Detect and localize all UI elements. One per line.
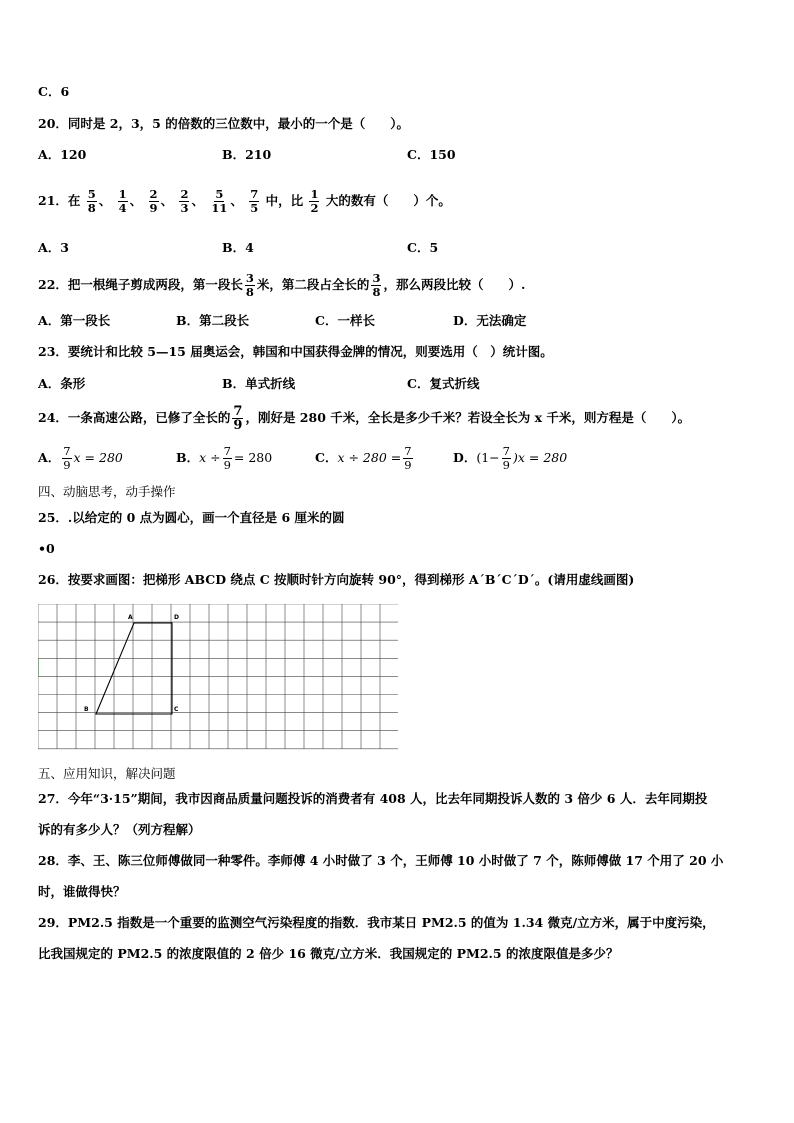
- q20-option-b: B．210: [222, 147, 272, 162]
- q28-line-2: 时，谁做得快？: [38, 884, 126, 899]
- q24-option-d: D．(1− $\frac{7}{9}$ )x = 280: [453, 444, 568, 472]
- q20-option-c: C．150: [407, 147, 456, 162]
- q21-fraction-3: $\frac{2}{9}$: [149, 187, 158, 215]
- q26-stem: 26．按要求画图：把梯形 ABCD 绕点 C 按顺时针方向旋转 90°，得到梯形 A´B´C´D´。(请用虚线画图): [38, 572, 635, 587]
- q22-option-c: C．一样长: [315, 313, 375, 328]
- q24-fraction: $\frac{7}{9}$: [233, 404, 243, 433]
- q24-part2: ，刚好是 280 千米，全长是多少千米？若设全长为 x 千米，则方程是（ ）。: [245, 410, 691, 425]
- q22-option-b: B．第二段长: [176, 313, 250, 328]
- q26-grid-figure: [38, 604, 398, 750]
- q20-stem: 20．同时是 2，3，5 的倍数的三位数中，最小的一个是（ ）。: [38, 116, 409, 131]
- q24-option-b: B．x ÷ $\frac{7}{9}$ = 280: [176, 444, 273, 472]
- vertex-label-d: D: [174, 614, 179, 621]
- q21-option-c: C．5: [407, 240, 439, 255]
- section-5-heading: 五、应用知识，解决问题: [38, 766, 176, 781]
- q21-prefix: 21．在: [38, 193, 81, 208]
- q21-option-a: A．3: [38, 240, 69, 255]
- q23-option-b: B．单式折线: [222, 376, 296, 391]
- q22-part1: 22．把一根绳子剪成两段，第一段长: [38, 277, 243, 292]
- q23-option-c: C．复式折线: [407, 376, 480, 391]
- vertex-label-b: B: [84, 706, 89, 713]
- q22-option-d: D．无法确定: [453, 313, 527, 328]
- vertex-label-c: C: [174, 706, 179, 713]
- vertex-label-a: A: [128, 614, 133, 621]
- q21-fraction-5: $\frac{5}{11}$: [211, 187, 228, 215]
- q27-line-2: 诉的有多少人？（列方程解）: [38, 822, 201, 837]
- q22-option-a: A．第一段长: [38, 313, 111, 328]
- q21-suffix: 大的数有（ ）个。: [325, 193, 451, 208]
- q21-option-b: B．4: [222, 240, 254, 255]
- q24-option-c: C．x ÷ 280 = $\frac{7}{9}$: [315, 444, 412, 472]
- q19-option-c: C．6: [38, 84, 70, 99]
- q20-option-a: A．120: [38, 147, 87, 162]
- trapezoid-abcd: [96, 623, 172, 714]
- q22-part3: ，那么两段比较（ ）.: [383, 277, 526, 292]
- q22-stem: [38, 270, 525, 300]
- q21-fraction-1: $\frac{5}{8}$: [87, 187, 96, 215]
- q29-line-2: 比我国规定的 PM2.5 的浓度限值的 2 倍少 16 微克/立方米．我国规定的 PM2.5 的浓度限值是多少？: [38, 946, 619, 961]
- q22-fraction-1: $\frac{3}{8}$: [245, 271, 254, 299]
- grid-lines: [38, 604, 398, 749]
- q25-point: •0: [38, 541, 55, 556]
- section-4-heading: 四、动脑思考，动手操作: [38, 484, 176, 499]
- q21-stem: 21．在 $\frac{5}{8}$ 、 $\frac{1}{4}$ 、 $\frac{2}{9}$ 、 $\frac{2}{3}$ 、 $\frac{5}{11}$ 、 $\frac{7}{5}$ 中，比 $\frac{1}{2}$ 大的数有（ ）个。: [38, 187, 451, 215]
- q21-fraction-4: $\frac{2}{3}$: [180, 187, 189, 215]
- q21-mid: 中，比: [265, 193, 304, 208]
- q23-option-a: A．条形: [38, 376, 86, 391]
- q24-option-a: A． $\frac{7}{9}$ x = 280: [38, 444, 123, 472]
- q27-line-1: 27．今年“3·15”期间，我市因商品质量问题投诉的消费者有 408 人，比去年同期投诉人数的 3 倍少 6 人．去年同期投: [38, 791, 708, 806]
- q28-line-1: 28．李、王、陈三位师傅做同一种零件。李师傅 4 小时做了 3 个，王师傅 10 小时做了 7 个，陈师傅做 17 个用了 20 小: [38, 853, 724, 868]
- q21-fraction-6: $\frac{7}{5}$: [250, 187, 259, 215]
- q21-half-fraction: $\frac{1}{2}$: [310, 187, 319, 215]
- q22-fraction-2: $\frac{3}{8}$: [372, 271, 381, 299]
- q24-part1: 24．一条高速公路，已修了全长的: [38, 410, 231, 425]
- q24-stem: [38, 403, 690, 433]
- q29-line-1: 29．PM2.5 指数是一个重要的监测空气污染程度的指数．我市某日 PM2.5 的值为 1.34 微克/立方米，属于中度污染，: [38, 915, 715, 930]
- q26-grid-svg: [38, 604, 398, 750]
- q23-stem: 23．要统计和比较 5—15 届奥运会，韩国和中国获得金牌的情况，则要选用（ ）统计图。: [38, 344, 553, 359]
- q21-fraction-2: $\frac{1}{4}$: [118, 187, 127, 215]
- q25-stem: 25．.以给定的 0 点为圆心，画一个直径是 6 厘米的圆: [38, 510, 345, 525]
- q22-part2: 米，第二段占全长的: [256, 277, 370, 292]
